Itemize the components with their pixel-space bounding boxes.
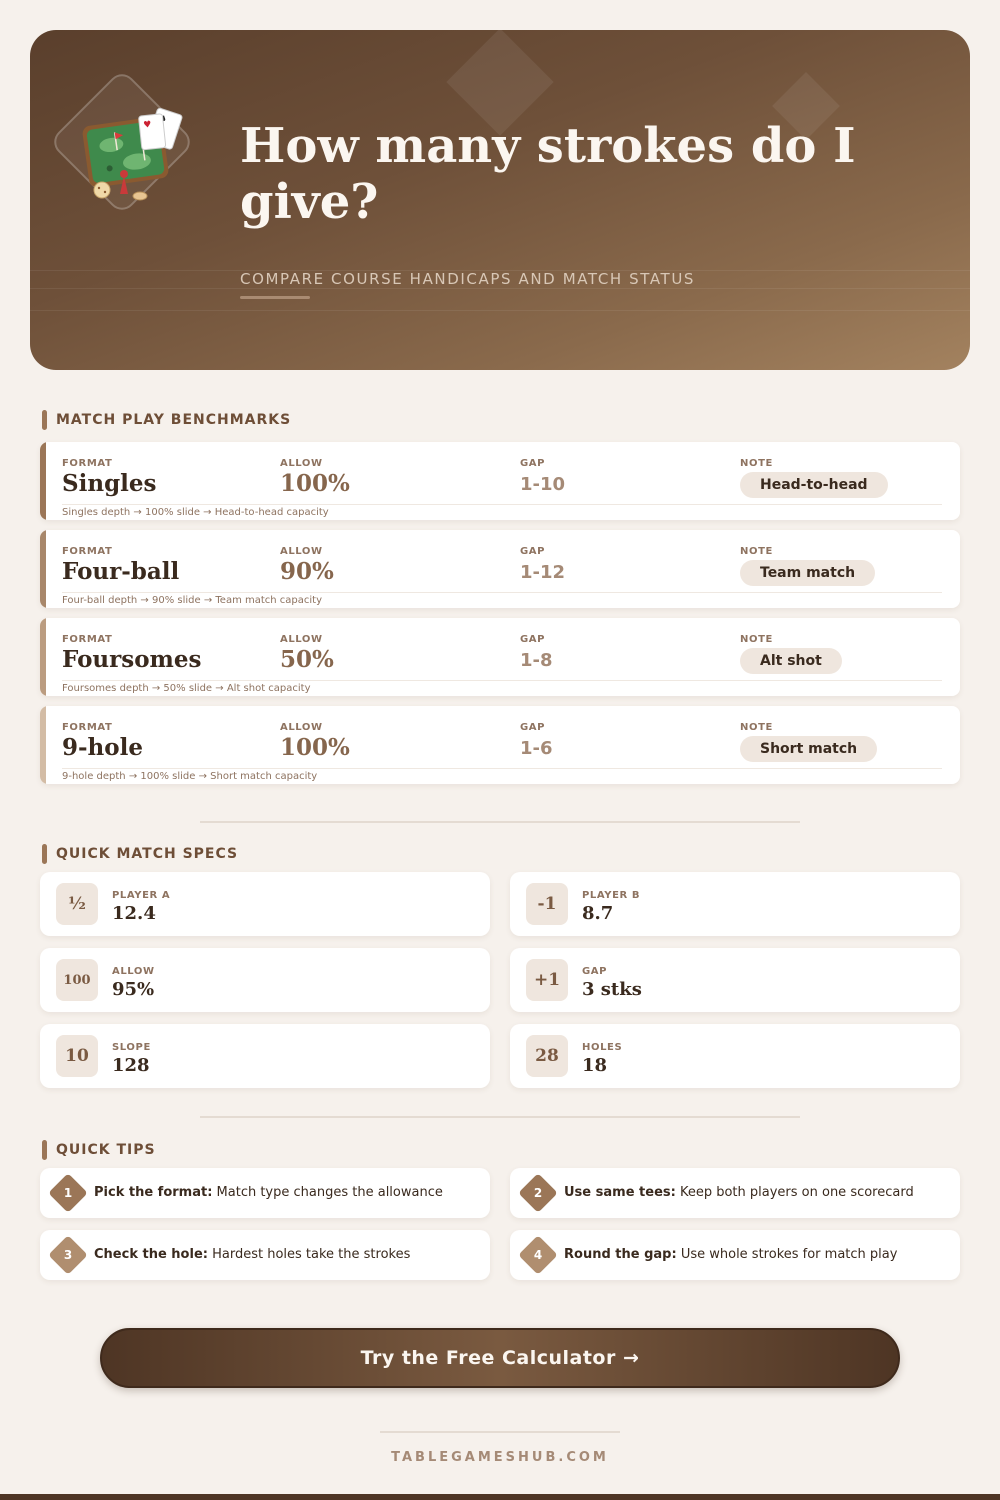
card-accent-bar [40,442,46,520]
spec-card-slope [40,1024,490,1088]
svg-text:♥: ♥ [142,119,153,131]
spec-label: GAP [582,966,608,977]
gap-column [520,458,565,495]
benchmark-card [40,442,960,520]
tip-title: Round the gap: [564,1247,677,1262]
bottom-bar [0,1494,1000,1500]
gap-column [520,722,553,759]
spec-value: 18 [582,1055,608,1076]
format-column [62,634,201,673]
note-pill: Head-to-head [740,472,888,498]
tip-text [94,1247,410,1262]
gap-value: 1-12 [520,562,566,583]
spec-value: 95% [112,979,155,1000]
allow-column [280,546,334,585]
gap-label: GAP [520,458,546,469]
spec-value: 12.4 [112,903,156,924]
spec-value: 8.7 [582,903,614,924]
spec-label: PLAYER B [582,890,641,901]
spec-badge: 100 [56,959,98,1001]
spec-label: HOLES [582,1042,623,1053]
section-marker [42,410,47,430]
benchmark-card [40,530,960,608]
tip-number-diamond [518,1235,558,1275]
spec-card-player-b [510,872,960,936]
allow-value: 90% [280,558,334,585]
spec-badge: 10 [56,1035,98,1077]
section-divider [200,821,800,823]
format-label: FORMAT [62,458,113,469]
allow-column [280,722,350,761]
section-marker [42,844,47,864]
card-divider [62,680,942,681]
hero-banner [30,30,970,370]
note-label: NOTE [740,634,773,645]
tip-card [510,1230,960,1280]
tip-number-diamond [518,1173,558,1213]
section-title: MATCH PLAY BENCHMARKS [56,412,292,428]
card-accent-bar [40,530,46,608]
note-column [740,546,875,586]
note-pill: Short match [740,736,877,762]
tip-number: 1 [63,1186,73,1200]
spec-badge: +1 [526,959,568,1001]
spec-card-allow [40,948,490,1012]
spec-card-holes [510,1024,960,1088]
spec-label: SLOPE [112,1042,151,1053]
format-value: Singles [62,470,157,497]
decorative-line [30,310,970,311]
tip-body: Match type changes the allowance [212,1185,443,1200]
allow-value: 100% [280,470,350,497]
format-value: Foursomes [62,646,202,673]
format-value: 9-hole [62,734,143,761]
tip-body: Hardest holes take the strokes [207,1247,411,1262]
card-footer-text: 9-hole depth → 100% slide → Short match capacity [62,771,318,782]
format-value: Four-ball [62,558,180,585]
tip-card [40,1168,490,1218]
format-label: FORMAT [62,634,113,645]
tip-number: 3 [63,1248,73,1262]
gap-column [520,546,565,583]
format-column [62,458,156,497]
card-divider [62,504,942,505]
section-title: QUICK TIPS [56,1142,156,1158]
note-column [740,458,888,498]
tip-number: 2 [533,1186,543,1200]
benchmark-card [40,618,960,696]
note-label: NOTE [740,458,773,469]
benchmark-card [40,706,960,784]
gap-label: GAP [520,634,546,645]
note-pill: Team match [740,560,875,586]
tip-text [564,1185,914,1200]
format-label: FORMAT [62,546,113,557]
section-heading-specs [42,844,238,864]
spec-card-gap [510,948,960,1012]
spec-label: ALLOW [112,966,155,977]
golf-board-game-icon [68,90,198,220]
allow-label: ALLOW [280,458,323,469]
allow-value: 100% [280,734,350,761]
card-footer-text: Four-ball depth → 90% slide → Team match capacity [62,595,323,606]
allow-column [280,458,350,497]
note-column [740,722,877,762]
spec-badge: -1 [526,883,568,925]
tip-number: 4 [533,1248,543,1262]
note-column [740,634,842,674]
tip-text [94,1185,443,1200]
format-column [62,722,143,761]
page-subtitle: COMPARE COURSE HANDICAPS AND MATCH STATUS [240,270,696,288]
tip-text [564,1247,897,1262]
format-label: FORMAT [62,722,113,733]
gap-value: 1-10 [520,474,566,495]
card-divider [62,592,942,593]
card-footer-text: Singles depth → 100% slide → Head-to-head capacity [62,507,329,518]
format-column [62,546,179,585]
tip-title: Check the hole: [94,1247,208,1262]
tip-body: Use whole strokes for match play [676,1247,898,1262]
footer-divider [380,1431,620,1433]
section-heading-benchmarks [42,410,291,430]
section-title: QUICK MATCH SPECS [56,846,239,862]
tip-number-diamond [48,1235,88,1275]
tip-card [510,1168,960,1218]
tip-card [40,1230,490,1280]
note-label: NOTE [740,722,773,733]
section-marker [42,1140,47,1160]
footer-site-link[interactable]: TABLEGAMESHUB.COM [391,1450,609,1465]
section-divider [200,1116,800,1118]
subtitle-underline [240,296,310,299]
note-label: NOTE [740,546,773,557]
allow-label: ALLOW [280,722,323,733]
allow-label: ALLOW [280,634,323,645]
card-divider [62,768,942,769]
section-heading-tips [42,1140,156,1160]
spec-card-player-a [40,872,490,936]
gap-value: 1-8 [520,650,553,671]
allow-column [280,634,334,673]
tip-body: Keep both players on one scorecard [675,1185,914,1200]
gap-column [520,634,553,671]
allow-value: 50% [280,646,334,673]
spec-value: 128 [112,1055,150,1076]
page-title: How many strokes do I give? [240,118,856,230]
card-accent-bar [40,706,46,784]
spec-value: 3 stks [582,979,642,1000]
tip-number-diamond [48,1173,88,1213]
spec-badge: 28 [526,1035,568,1077]
try-calculator-button[interactable]: Try the Free Calculator → [100,1328,900,1388]
card-footer-text: Foursomes depth → 50% slide → Alt shot capacity [62,683,311,694]
allow-label: ALLOW [280,546,323,557]
gap-label: GAP [520,722,546,733]
card-accent-bar [40,618,46,696]
spec-badge: ½ [56,883,98,925]
tip-title: Use same tees: [564,1185,676,1200]
gap-value: 1-6 [520,738,553,759]
spec-label: PLAYER A [112,890,171,901]
decorative-line [30,288,970,289]
tip-title: Pick the format: [94,1185,213,1200]
gap-label: GAP [520,546,546,557]
note-pill: Alt shot [740,648,842,674]
